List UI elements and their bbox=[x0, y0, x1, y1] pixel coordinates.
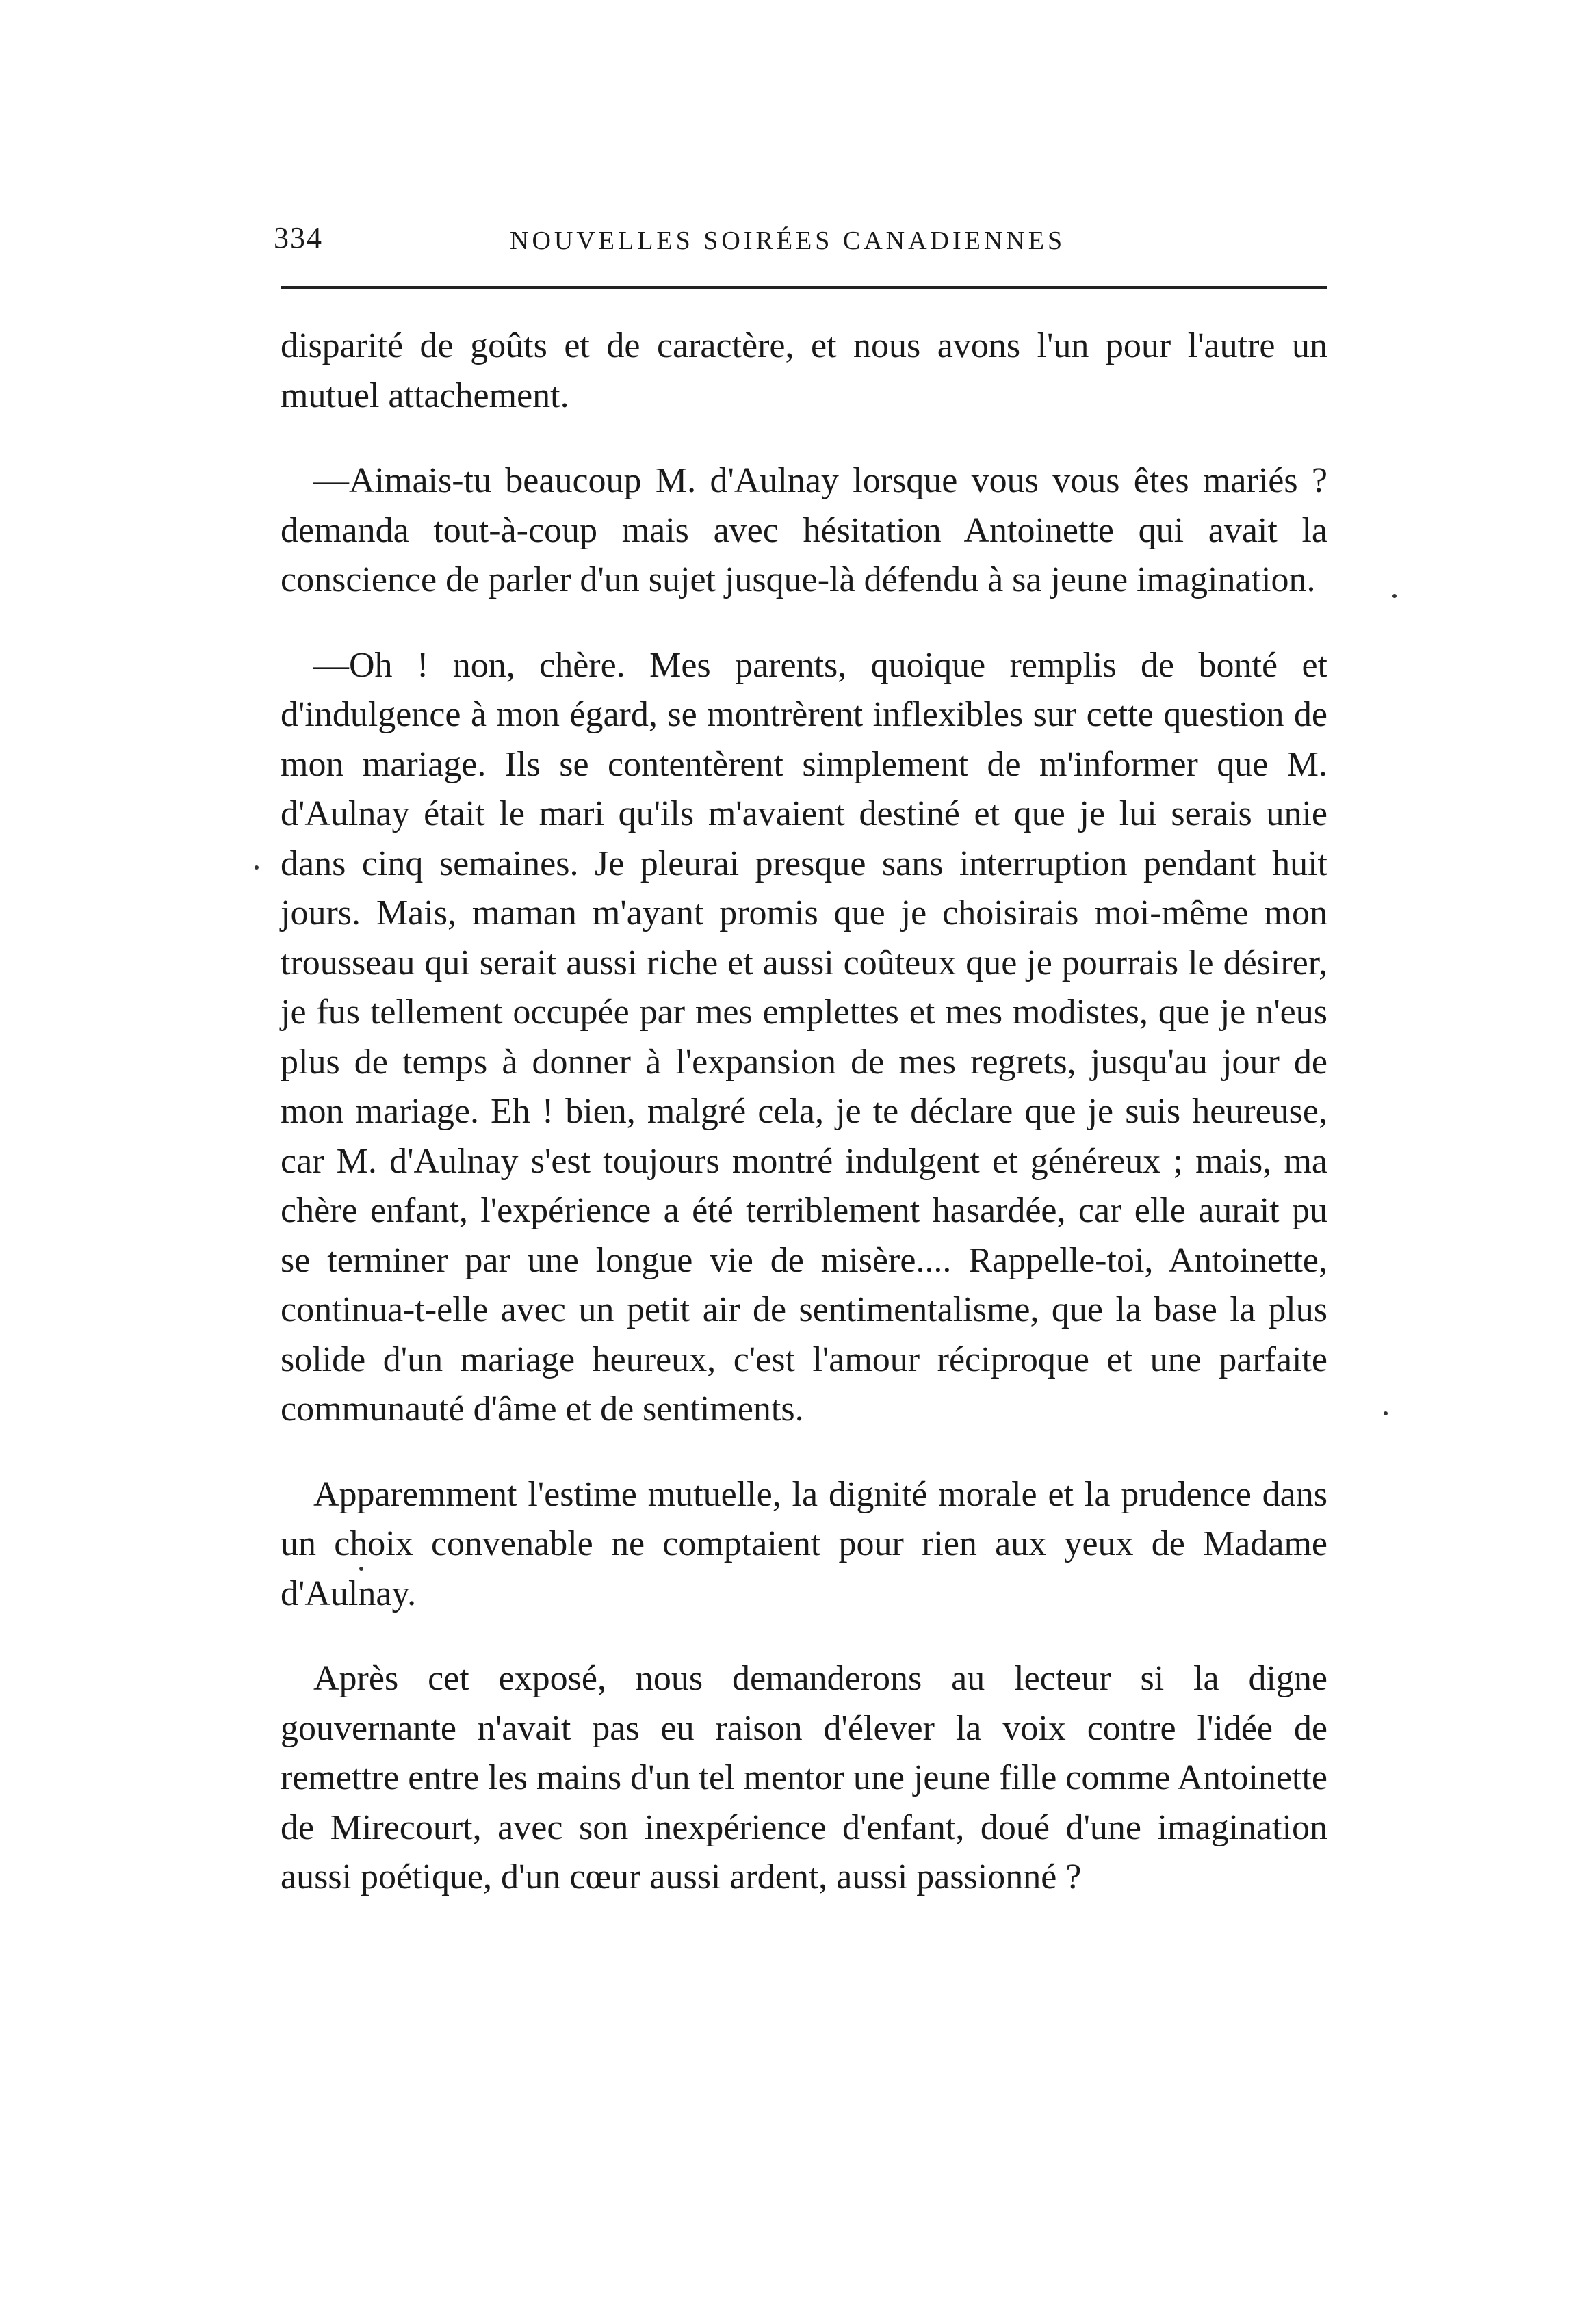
print-speck bbox=[1384, 1411, 1388, 1415]
body-text bbox=[281, 322, 1327, 1938]
paragraph-narration: Apparemment l'estime mutuelle, la dignité morale et la prudence dans un choix convenable ne comptaient pour rien aux yeux de Madame d'Aulnay. bbox=[281, 1474, 1327, 1613]
paragraph-question: —Aimais-tu beaucoup M. d'Aulnay lorsque vous vous êtes mariés ? demanda tout-à-coup mais avec hésitation Antoinette qui avait la conscience de parler d'un sujet jusque-là défendu à sa jeune imagination. bbox=[281, 461, 1327, 599]
running-title: NOUVELLES SOIRÉES CANADIENNES bbox=[510, 226, 1066, 255]
paragraph-continuation: disparité de goûts et de caractère, et nous avons l'un pour l'autre un mutuel attachement. bbox=[281, 326, 1327, 415]
page-header bbox=[274, 220, 1327, 275]
page-number: 334 bbox=[274, 221, 323, 254]
print-speck bbox=[359, 1567, 363, 1571]
paragraph-reply: —Oh ! non, chère. Mes parents, quoique remplis de bonté et d'indulgence à mon égard, se montrèrent inflexibles sur cette question de mon mariage. Ils se contentèrent simplement de m'informer que M. d'Aulnay était le mari qu'ils m'avaient destiné et que je lui serais unie dans cinq semaines. Je pleurai presque sans interruption pendant huit jours. Mais, maman m'ayant promis que je choisirais moi-même mon trousseau qui serait aussi riche et aussi coûteux que je pourrais le désirer, je fus tellement occupée par mes emplettes et mes modistes, que je n'eus plus de temps à donner à l'expansion de mes regrets, jusqu'au jour de mon mariage. Eh ! bien, malgré cela, je te déclare que je suis heureuse, car M. d'Aulnay s'est toujours montré indulgent et généreux ; mais, ma chère enfant, l'expérience a été terriblement hasardée, car elle aurait pu se terminer par une longue vie de misère.... Rappelle-toi, Antoinette, continua-t-elle avec un petit air de sentimentalisme, que la base la plus solide d'un mariage heureux, c'est l'amour réciproque et une parfaite communauté d'âme et de sentiments. bbox=[281, 645, 1327, 1428]
print-speck bbox=[1392, 594, 1397, 598]
paragraph-closing: Après cet exposé, nous demanderons au lecteur si la digne gouvernante n'avait pas eu raison d'élever la voix contre l'idée de remettre entre les mains d'un tel mentor une jeune fille comme Antoinette de Mirecourt, avec son inexpérience d'enfant, doué d'une imagination aussi poétique, d'un cœur aussi ardent, aussi passionné ? bbox=[281, 1659, 1327, 1896]
header-rule bbox=[281, 286, 1327, 289]
print-speck bbox=[255, 865, 259, 870]
